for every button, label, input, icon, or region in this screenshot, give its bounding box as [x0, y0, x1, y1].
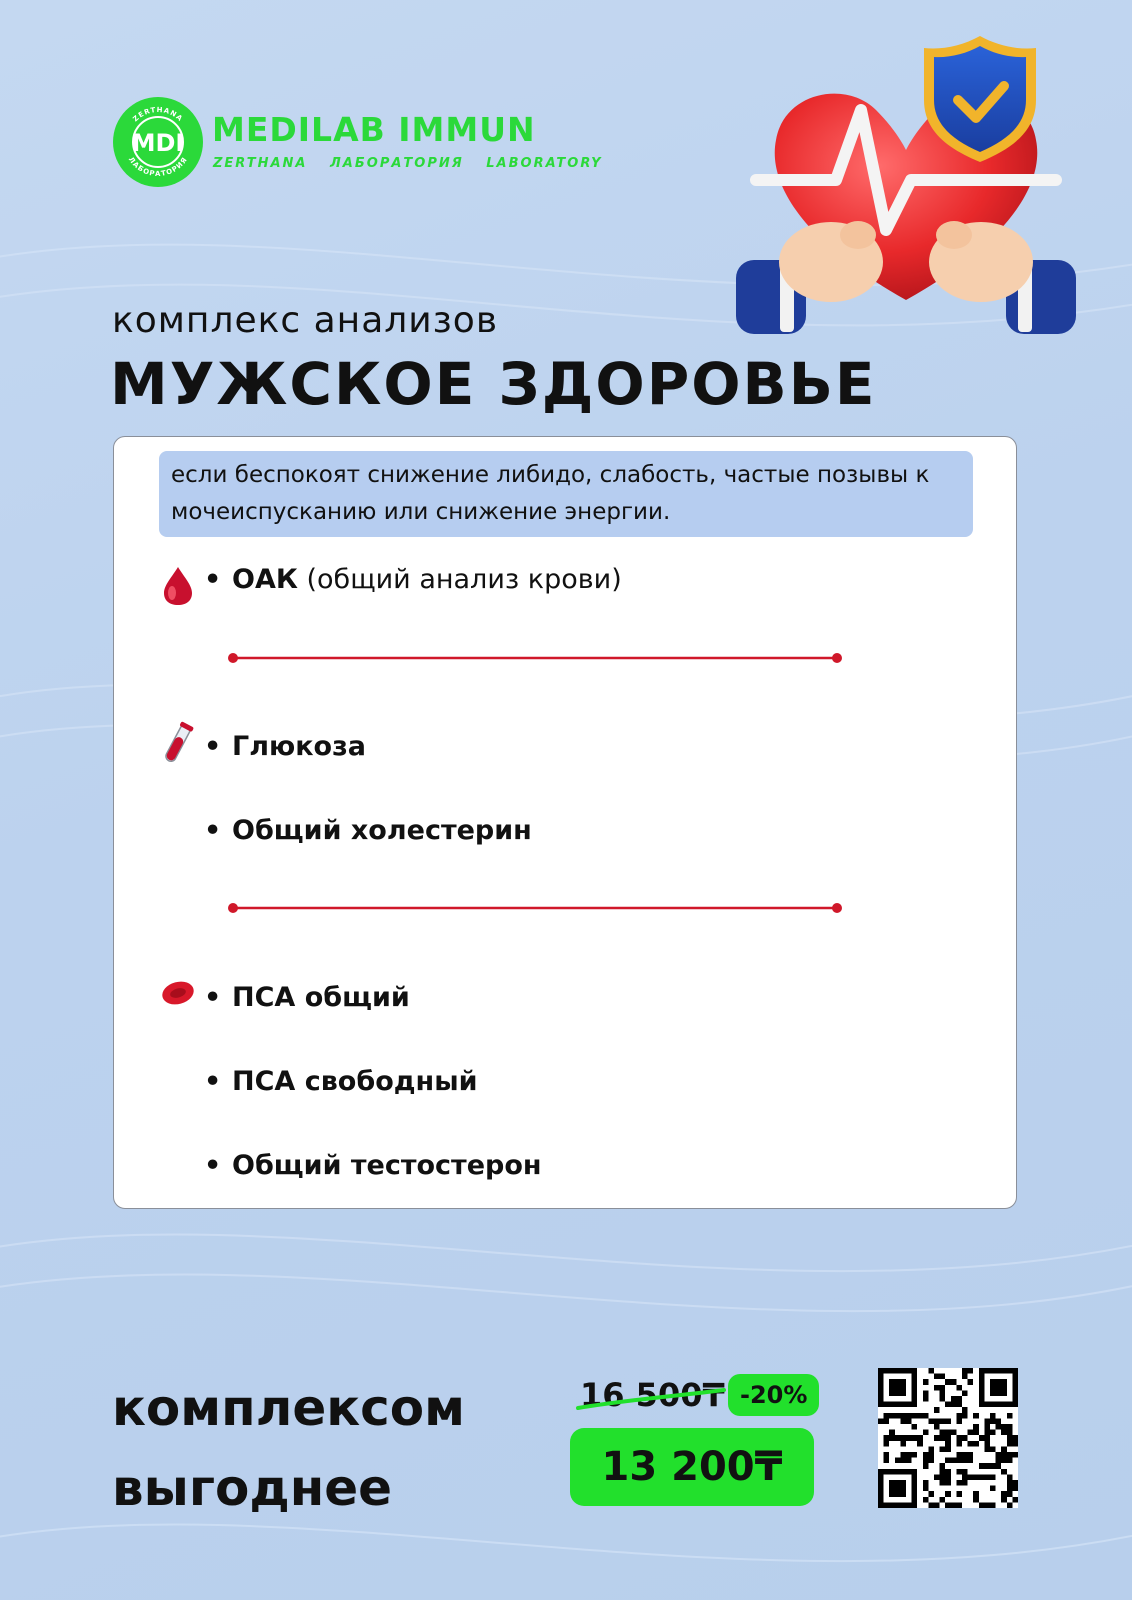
svg-text:ЛАБОРАТОРИЯ: ЛАБОРАТОРИЯ	[126, 155, 190, 179]
package-title: МУЖСКОЕ ЗДОРОВЬЕ	[110, 350, 877, 418]
bullet: •	[204, 982, 222, 1013]
blood-drop-icon	[158, 563, 198, 607]
svg-text:MDI: MDI	[131, 129, 185, 157]
red-blood-cell-icon	[158, 971, 198, 1015]
test-name: Общий тестостерон	[232, 1150, 542, 1181]
test-name: ПСА общий	[232, 982, 410, 1013]
list-item-cbc	[204, 560, 622, 600]
section-divider	[227, 902, 843, 914]
strikethrough-line	[576, 1384, 726, 1414]
bullet: •	[204, 815, 222, 846]
brand-logo	[112, 96, 672, 196]
promo-line-2: выгоднее	[112, 1459, 393, 1517]
symptoms-note: если беспокоят снижение либидо, слабость, частые позывы к мочеиспусканию или снижение энергии.	[159, 451, 973, 537]
brand-name: MEDILAB IMMUN	[212, 110, 536, 149]
test-name: Общий холестерин	[232, 815, 532, 846]
bullet: •	[204, 1066, 222, 1097]
brand-subtitle: ZERTHANA ЛАБОРАТОРИЯ LABORATORY	[213, 156, 603, 171]
list-item-testosterone	[204, 1146, 542, 1186]
old-price: 16 500₸	[580, 1376, 725, 1414]
test-name: ПСА свободный	[232, 1066, 478, 1097]
test-name: ОАК	[232, 564, 298, 595]
logo-badge-icon	[112, 96, 204, 188]
list-item-glucose	[204, 727, 366, 767]
bullet: •	[204, 731, 222, 762]
package-subtitle: комплекс анализов	[112, 300, 499, 341]
promo-text	[112, 1368, 465, 1528]
heart-shield-illustration	[736, 30, 1076, 350]
list-item-cholesterol	[204, 811, 532, 851]
test-name: Глюкоза	[232, 731, 367, 762]
qr-code[interactable]	[878, 1368, 1018, 1508]
list-item-psa-total	[204, 978, 410, 1018]
promo-line-1: комплексом	[112, 1379, 466, 1437]
bullet: •	[204, 1150, 222, 1181]
bullet: •	[204, 564, 222, 595]
svg-text:ZERTHANA: ZERTHANA	[131, 105, 185, 124]
discount-badge: -20%	[728, 1374, 819, 1416]
test-description: (общий анализ крови)	[297, 564, 622, 595]
list-item-psa-free	[204, 1062, 478, 1102]
section-divider	[227, 652, 843, 664]
test-tube-icon	[158, 721, 198, 765]
tests-card	[113, 436, 1017, 1209]
new-price: 13 200₸	[570, 1428, 814, 1506]
